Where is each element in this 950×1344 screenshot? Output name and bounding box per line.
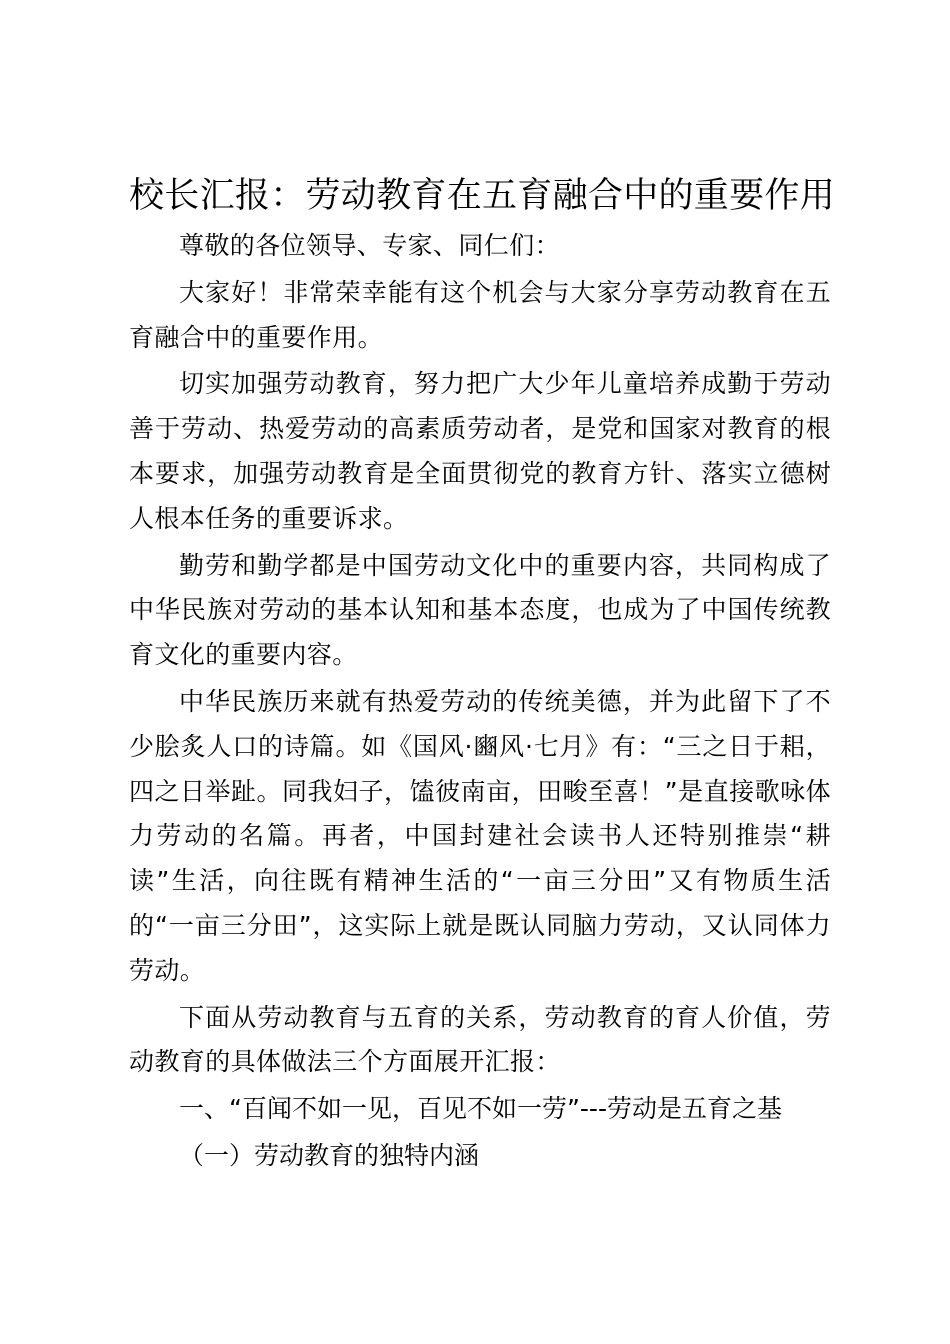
salutation: 尊敬的各位领导、专家、同仁们： <box>179 231 561 260</box>
document-page <box>129 168 836 1181</box>
document-title: 校长汇报：劳动教育在五育融合中的重要作用 <box>129 176 836 216</box>
section-heading: 一、“百闻不如一见，百见不如一劳”---劳动是五育之基 <box>179 1094 782 1124</box>
paragraph-greeting: 大家好！非常荣幸能有这个机会与大家分享劳动教育在五育融合中的重要作用。 <box>129 277 831 352</box>
paragraph-outline: 下面从劳动教育与五育的关系，劳动教育的育人价值，劳动教育的具体做法三个方面展开汇报： <box>129 1002 831 1077</box>
paragraph-labor-culture: 勤劳和勤学都是中国劳动文化中的重要内容，共同构成了中华民族对劳动的基本认知和基本态度，也成为了中国传统教育文化的重要内容。 <box>129 550 831 670</box>
paragraph-labor-education: 切实加强劳动教育，努力把广大少年儿童培养成勤于劳动善于劳动、热爱劳动的高素质劳动者，是党和国家对教育的根本要求，加强劳动教育是全面贯彻党的教育方针、落实立德树人根本任务的重要诉求。 <box>129 369 831 533</box>
subsection-heading: （一）劳动教育的独特内涵 <box>179 1140 480 1170</box>
paragraph-tradition: 中华民族历来就有热爱劳动的传统美德，并为此留下了不少脍炙人口的诗篇。如《国风·豳风·七月》有：“三之日于耜，四之日举趾。同我妇子，馌彼南亩，田畯至喜！”是直接歌咏体力劳动的名篇。再者，中国封建社会读书人还特别推崇“耕读”生活，向往既有精神生活的“一亩三分田”又有物质生活的“一亩三分田”，这实际上就是既认同脑力劳动，又认同体力劳动。 <box>129 686 831 985</box>
